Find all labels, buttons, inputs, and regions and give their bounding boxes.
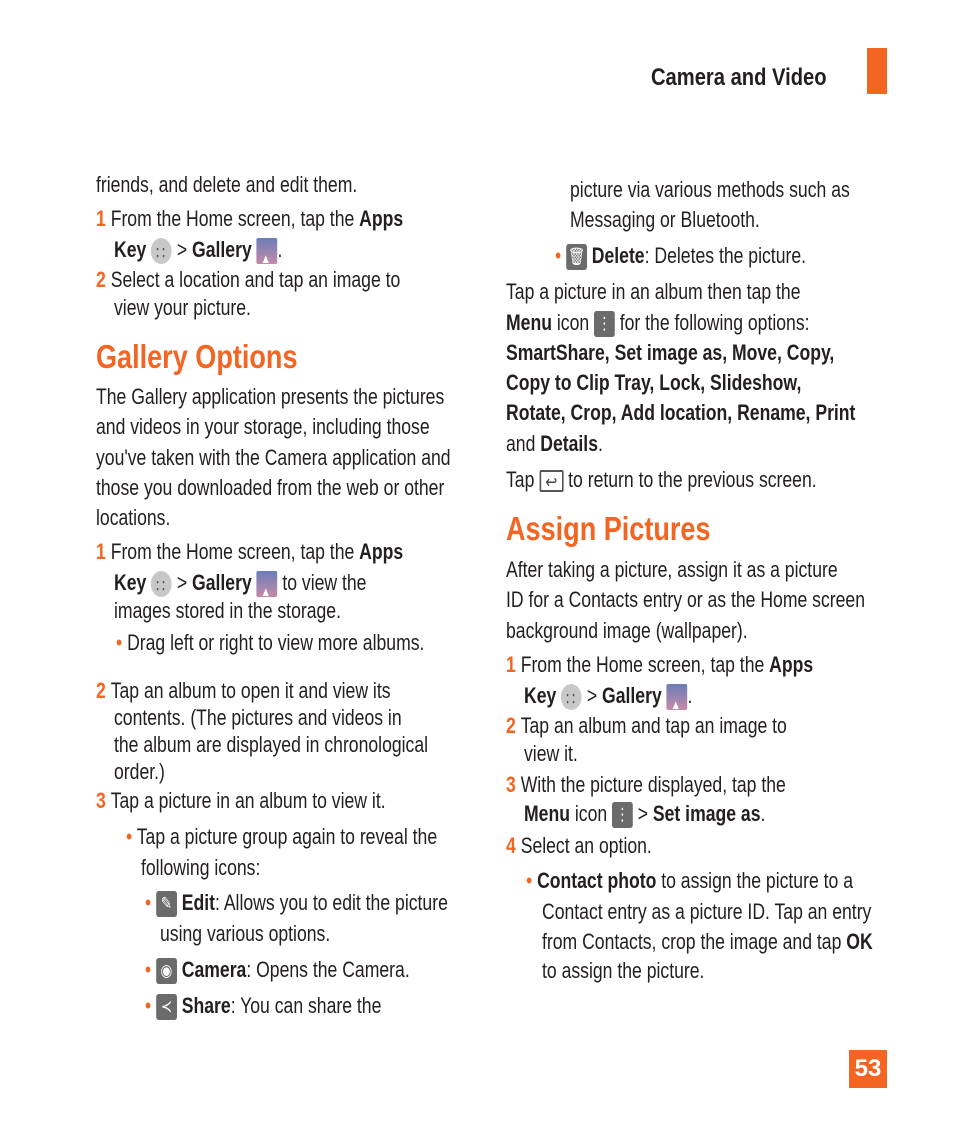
back-icon: ↩ [539, 470, 563, 492]
gallery-para-5: locations. [96, 505, 171, 530]
trash-icon: 🗑 [566, 244, 587, 270]
gallery-icon [667, 684, 688, 710]
gallery-para-3: you've taken with the Camera application and [96, 445, 451, 470]
menu-icon: ⋮ [594, 311, 615, 337]
section-title-gallery-options: Gallery Options [96, 338, 298, 375]
menu-options-line2: Copy to Clip Tray, Lock, Slideshow, [506, 370, 802, 395]
assign-step-3-line1: 3 With the picture displayed, tap the [506, 772, 786, 797]
camera-icon-item: • ◉ Camera: Opens the Camera. [145, 955, 410, 985]
gallery-step-3: 3 Tap a picture in an album to view it. [96, 788, 386, 813]
assign-step-1-line2: Key ∷ > Gallery ▲ . [524, 681, 692, 711]
gallery-step-2-line2: contents. (The pictures and videos in [114, 705, 402, 730]
assign-step-1-line1: 1 From the Home screen, tap the Apps [506, 652, 814, 677]
share-icon: ≺ [156, 994, 177, 1020]
assign-step-2-line2: view it. [524, 741, 578, 766]
camera-icon: ◉ [156, 958, 177, 984]
top-step-1-line1: 1 From the Home screen, tap the Apps [96, 206, 404, 231]
gallery-step-2-line4: order.) [114, 759, 165, 784]
menu-options-line1: SmartShare, Set image as, Move, Copy, [506, 340, 835, 365]
gallery-para-1: The Gallery application presents the pictures [96, 384, 445, 409]
menu-options-line3: Rotate, Crop, Add location, Rename, Print [506, 400, 856, 425]
gallery-step-1-bullet: • Drag left or right to view more albums. [116, 630, 425, 655]
edit-icon: ✎ [156, 891, 177, 917]
intro-text: friends, and delete and edit them. [96, 172, 358, 197]
assign-step-4: 4 Select an option. [506, 833, 652, 858]
share-cont-line1: picture via various methods such as [570, 177, 850, 202]
assign-step-2-line1: 2 Tap an album and tap an image to [506, 713, 787, 738]
gallery-para-4: those you downloaded from the web or other [96, 475, 445, 500]
share-icon-item: • ≺ Share: You can share the [145, 991, 381, 1021]
page-number: 53 [849, 1050, 887, 1088]
top-step-2-line1: 2 Select a location and tap an image to [96, 267, 401, 292]
gallery-step-1-line2: Key ∷ > Gallery ▲ to view the [114, 568, 366, 598]
menu-icon: ⋮ [612, 802, 633, 828]
gallery-para-2: and videos in your storage, including those [96, 414, 430, 439]
share-cont-line2: Messaging or Bluetooth. [570, 207, 760, 232]
header-title: Camera and Video [651, 64, 827, 91]
gallery-step-3-bullet-line1: • Tap a picture group again to reveal the [126, 824, 438, 849]
edit-icon-item: • ✎ Edit: Allows you to edit the picture [145, 888, 448, 918]
gallery-step-3-bullet-line2: following icons: [141, 855, 261, 880]
menu-para-line2: Menu icon ⋮ for the following options: [506, 308, 810, 338]
back-para: Tap ↩ to return to the previous screen. [506, 467, 817, 493]
gallery-step-1-line1: 1 From the Home screen, tap the Apps [96, 539, 404, 564]
apps-key-icon [151, 571, 172, 597]
contact-photo-line2: Contact entry as a picture ID. Tap an entry [542, 899, 872, 924]
contact-photo-line3: from Contacts, crop the image and tap OK [542, 929, 873, 954]
gallery-step-1-line3: images stored in the storage. [114, 598, 341, 623]
contact-photo-line4: to assign the picture. [542, 958, 705, 983]
menu-para-line1: Tap a picture in an album then tap the [506, 279, 801, 304]
gallery-icon [257, 571, 278, 597]
header-accent-bar [867, 48, 887, 94]
gallery-icon [257, 238, 278, 264]
apps-key-icon [151, 238, 172, 264]
assign-step-3-line2: Menu icon ⋮ > Set image as. [524, 799, 765, 829]
top-step-2-line2: view your picture. [114, 295, 251, 320]
gallery-step-2-line1: 2 Tap an album to open it and view its [96, 678, 391, 703]
contact-photo-line1: • Contact photo to assign the picture to a [526, 868, 853, 893]
assign-para-3: background image (wallpaper). [506, 618, 748, 643]
section-title-assign-pictures: Assign Pictures [506, 510, 711, 547]
apps-key-icon [561, 684, 582, 710]
assign-para-2: ID for a Contacts entry or as the Home screen [506, 587, 865, 612]
top-step-1-line2: Key ∷ > Gallery ▲ . [114, 235, 282, 265]
edit-icon-desc2: using various options. [160, 921, 331, 946]
assign-para-1: After taking a picture, assign it as a picture [506, 557, 838, 582]
delete-icon-item: • 🗑 Delete: Deletes the picture. [555, 241, 806, 271]
menu-options-line4: and Details. [506, 431, 603, 456]
gallery-step-2-line3: the album are displayed in chronological [114, 732, 429, 757]
